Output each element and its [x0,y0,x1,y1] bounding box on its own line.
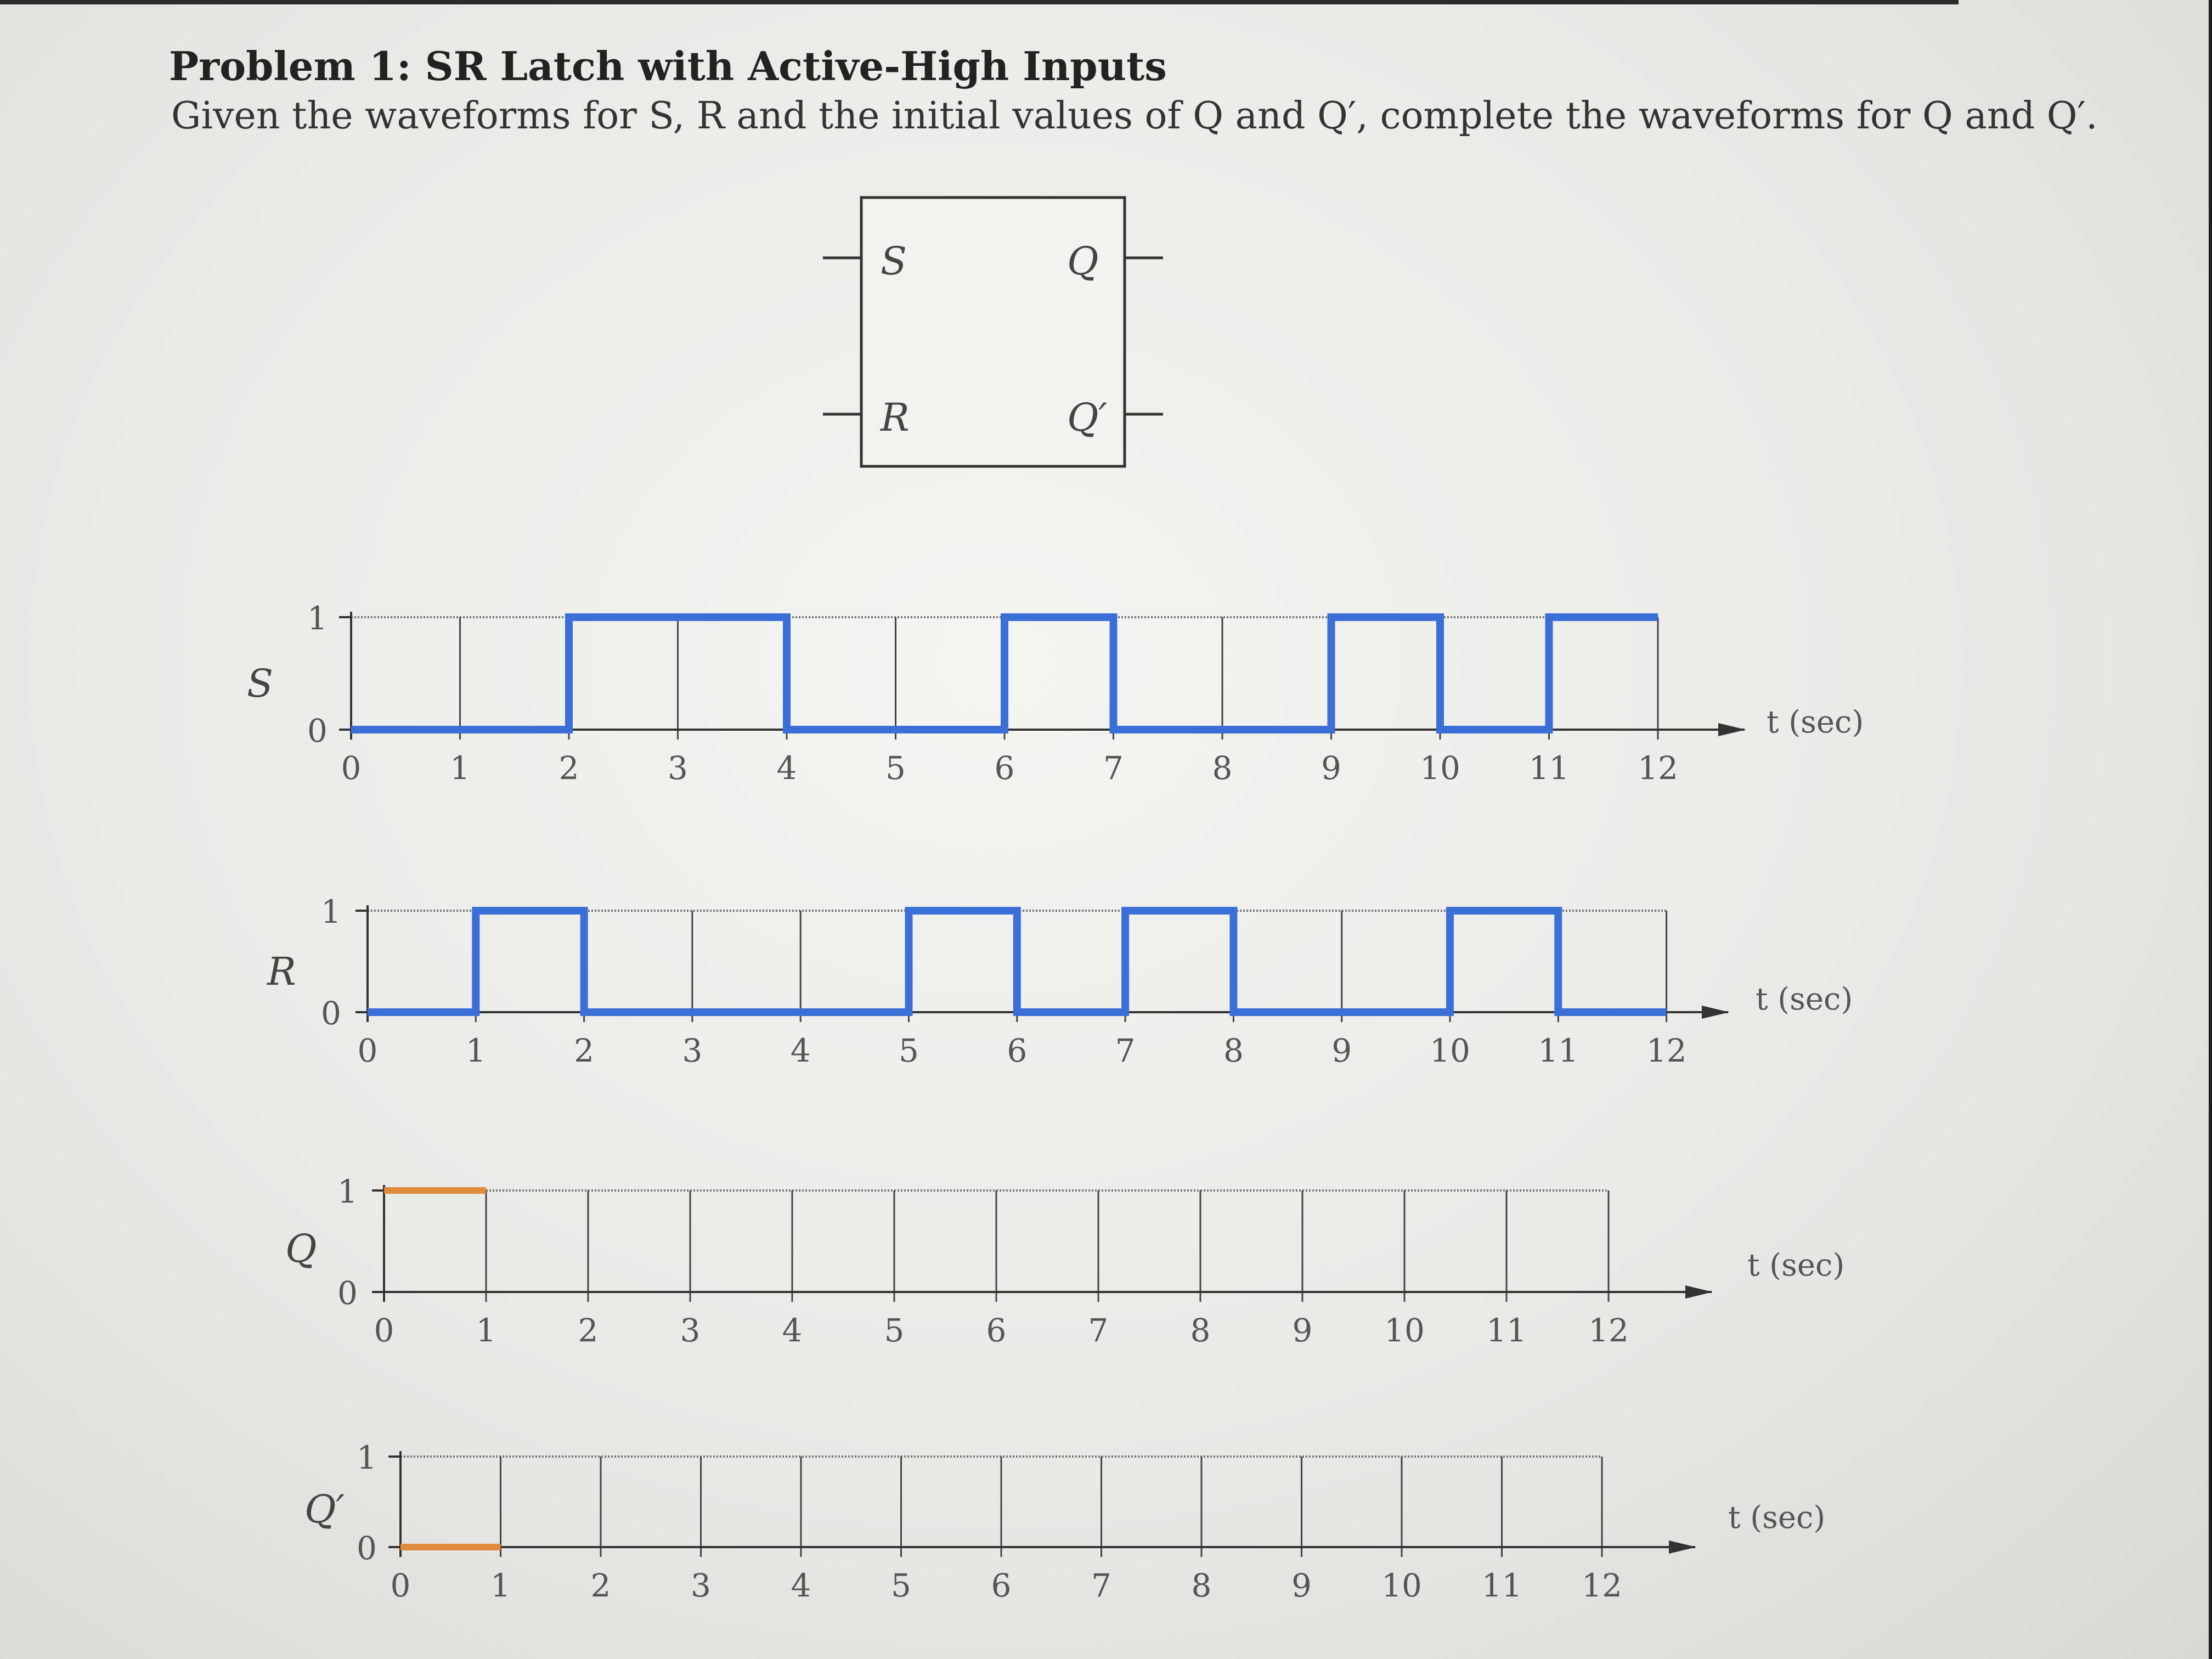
x-axis-arrow-q [1685,1285,1713,1299]
x-tick-label-qbar: 7 [1091,1567,1111,1604]
latch-input-r-label: R [881,395,910,440]
x-tick-label-r: 0 [357,1032,378,1069]
x-tick-label-r: 9 [1331,1032,1352,1069]
x-tick-label-q: 1 [476,1312,496,1349]
x-tick-label-qbar: 1 [490,1567,511,1604]
x-tick-label-s: 4 [776,749,797,787]
x-tick-label-s: 9 [1321,749,1341,787]
x-tick-label-qbar: 0 [390,1567,411,1604]
x-tick-label-qbar: 12 [1582,1567,1622,1604]
signal-label-q: Q [285,1226,317,1271]
y-level-0-q: 0 [337,1274,358,1312]
x-tick-label-q: 12 [1588,1312,1629,1349]
x-tick-label-qbar: 4 [791,1567,811,1604]
x-tick-label-r: 10 [1430,1032,1470,1069]
t-sec-label-r: t (sec) [1756,981,1853,1017]
x-tick-label-q: 8 [1190,1312,1211,1349]
x-tick-label-r: 3 [682,1032,703,1069]
x-tick-label-s: 6 [994,749,1015,787]
y-level-1-r: 1 [321,893,341,930]
x-tick-label-q: 4 [782,1312,803,1349]
x-tick-label-s: 7 [1103,749,1124,787]
waveform-trace-r [368,911,1667,1012]
waveform-trace-s [351,617,1658,730]
waveform-s [247,600,1864,787]
x-tick-label-s: 2 [558,749,579,787]
x-tick-label-qbar: 10 [1381,1567,1422,1604]
x-tick-label-q: 0 [374,1312,394,1349]
signal-label-r: R [267,949,296,994]
x-axis-arrow-s [1718,723,1746,736]
x-tick-label-q: 3 [680,1312,701,1349]
x-tick-label-r: 6 [1007,1032,1028,1069]
x-tick-label-q: 5 [884,1312,905,1349]
waveform-r [266,893,1853,1069]
x-tick-label-r: 7 [1115,1032,1136,1069]
x-tick-label-qbar: 6 [991,1567,1012,1604]
x-tick-label-qbar: 5 [891,1567,911,1604]
x-tick-label-s: 8 [1212,749,1233,787]
x-tick-label-s: 0 [341,749,362,787]
y-level-1-q: 1 [337,1173,358,1210]
signal-label-s: S [247,661,273,706]
waveform-qbar [304,1439,1825,1604]
x-tick-label-s: 12 [1638,749,1678,787]
x-tick-label-r: 5 [899,1032,919,1069]
problem-title: Problem 1: SR Latch with Active-High Inputs [169,43,1167,89]
x-tick-label-qbar: 2 [590,1567,611,1604]
signal-label-qbar: Q′ [304,1487,345,1532]
x-tick-label-s: 3 [668,749,688,787]
x-tick-label-s: 11 [1528,749,1570,787]
x-axis-arrow-r [1702,1006,1729,1019]
x-tick-label-r: 1 [465,1032,486,1069]
x-tick-label-r: 12 [1646,1032,1687,1069]
sr-latch-block [823,198,1163,466]
waveform-plots [247,600,1864,1604]
x-tick-label-qbar: 9 [1291,1567,1312,1604]
latch-input-s-label: S [881,239,907,284]
x-tick-label-q: 9 [1292,1312,1313,1349]
x-tick-label-s: 5 [885,749,906,787]
latch-output-qbar-label: Q′ [1067,395,1108,440]
x-tick-label-r: 11 [1538,1032,1579,1069]
x-tick-label-q: 2 [578,1312,599,1349]
x-tick-label-r: 8 [1223,1032,1244,1069]
x-tick-label-q: 6 [986,1312,1007,1349]
x-tick-label-s: 1 [450,749,470,787]
waveform-q [285,1173,1844,1349]
t-sec-label-q: t (sec) [1747,1248,1845,1283]
x-tick-label-q: 11 [1486,1312,1527,1349]
x-tick-label-q: 7 [1088,1312,1109,1349]
y-level-1-s: 1 [307,600,328,637]
x-tick-label-qbar: 8 [1191,1567,1212,1604]
x-tick-label-qbar: 11 [1481,1567,1522,1604]
t-sec-label-s: t (sec) [1767,704,1864,740]
y-level-0-qbar: 0 [357,1530,377,1567]
x-tick-label-qbar: 3 [691,1567,711,1604]
problem-description: Given the waveforms for S, R and the initial values of Q and Q′, complete the waveforms for Q and Q′. [171,94,2098,138]
y-level-0-s: 0 [307,712,328,749]
x-tick-label-r: 2 [574,1032,595,1069]
x-tick-label-q: 10 [1384,1312,1425,1349]
t-sec-label-qbar: t (sec) [1728,1500,1826,1536]
x-tick-label-s: 10 [1420,749,1460,787]
latch-output-q-label: Q [1067,239,1099,284]
x-axis-arrow-qbar [1669,1541,1696,1554]
y-level-1-qbar: 1 [357,1439,377,1476]
x-tick-label-r: 4 [790,1032,811,1069]
y-level-0-r: 0 [321,995,341,1032]
